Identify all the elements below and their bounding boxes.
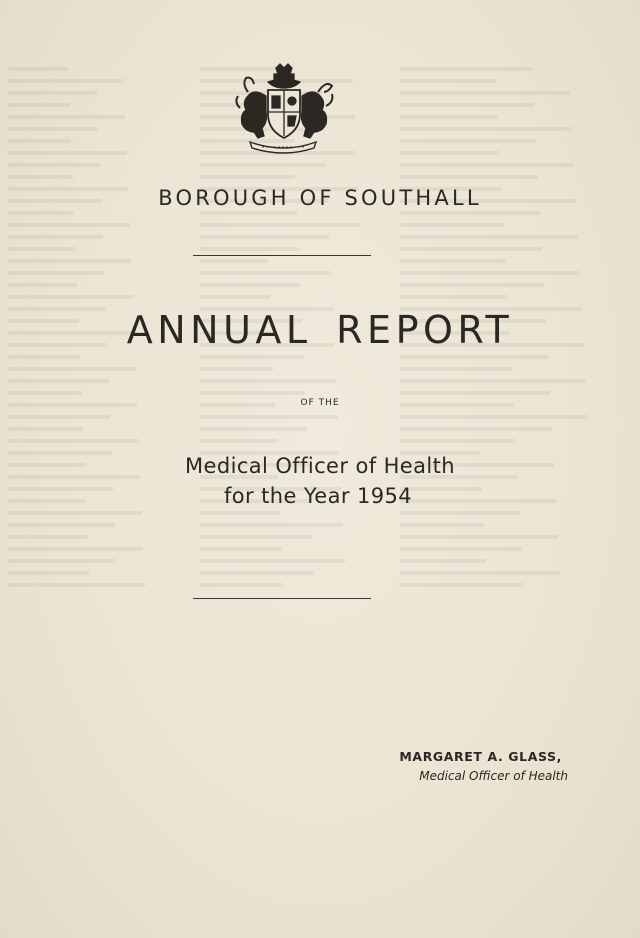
show-through-line (200, 571, 314, 575)
show-through-line (8, 535, 88, 539)
show-through-line (400, 355, 548, 359)
show-through-line (200, 175, 295, 179)
show-through-line (200, 583, 283, 587)
show-through-line (8, 91, 97, 95)
show-through-line (8, 427, 83, 431)
show-through-line (400, 535, 558, 539)
show-through-line (400, 295, 508, 299)
show-through-line (200, 535, 312, 539)
show-through-line (200, 271, 331, 275)
show-through-line (8, 283, 77, 287)
show-through-line (400, 547, 522, 551)
show-through-line (8, 67, 68, 71)
borough-name: BOROUGH OF SOUTHALL (158, 186, 482, 210)
show-through-line (8, 415, 110, 419)
show-through-line (400, 379, 586, 383)
show-through-line (8, 211, 74, 215)
subtitle-line-2: for the Year 1954 (223, 484, 413, 508)
show-through-line (400, 139, 536, 143)
show-through-line (8, 367, 136, 371)
show-through-line (400, 259, 506, 263)
report-title: ANNUAL REPORT (126, 308, 514, 352)
subtitle-line-1: Medical Officer of Health (185, 454, 455, 478)
show-through-line (200, 247, 299, 251)
show-through-line (200, 439, 277, 443)
show-through-line (400, 175, 538, 179)
show-through-line (400, 571, 560, 575)
show-through-line (8, 379, 109, 383)
show-through-line (200, 379, 336, 383)
show-through-line (8, 175, 73, 179)
show-through-line (8, 127, 98, 131)
show-through-line (8, 223, 130, 227)
show-through-line (8, 583, 145, 587)
show-through-line (8, 571, 89, 575)
show-through-line (400, 439, 516, 443)
show-through-line (8, 163, 100, 167)
show-through-line (200, 235, 329, 239)
show-through-line (400, 91, 570, 95)
show-through-line (200, 283, 300, 287)
show-through-line (400, 511, 520, 515)
show-through-line (200, 259, 268, 263)
show-through-line (200, 391, 305, 395)
show-through-line (200, 355, 304, 359)
show-through-line (8, 523, 115, 527)
show-through-line (8, 235, 103, 239)
show-through-line (200, 511, 280, 515)
show-through-line (400, 283, 544, 287)
show-through-line (8, 511, 142, 515)
show-through-line (8, 391, 82, 395)
show-through-line (8, 103, 70, 107)
title-connector: OF THE (300, 398, 340, 408)
borough-coat-of-arms-icon (228, 62, 338, 154)
show-through-line (8, 139, 71, 143)
show-through-line (8, 355, 80, 359)
show-through-line (400, 391, 550, 395)
show-through-line (8, 259, 131, 263)
show-through-line (200, 211, 297, 215)
show-through-line (400, 427, 552, 431)
show-through-line (400, 67, 532, 71)
show-through-line (8, 247, 76, 251)
divider (193, 255, 371, 256)
show-through-line (400, 247, 542, 251)
show-through-line (400, 235, 578, 239)
show-through-line (200, 427, 307, 431)
show-through-line (8, 295, 133, 299)
show-through-line (400, 79, 496, 83)
show-through-line (400, 415, 588, 419)
show-through-line (200, 547, 282, 551)
show-through-line (8, 79, 124, 83)
show-through-line (400, 559, 486, 563)
signatory-role: Medical Officer of Health (419, 769, 568, 783)
show-through-line (200, 295, 270, 299)
show-through-line (200, 415, 338, 419)
show-through-line (8, 547, 143, 551)
show-through-line (400, 103, 534, 107)
show-through-line (200, 559, 345, 563)
show-through-line (200, 367, 273, 371)
show-through-line (200, 163, 326, 167)
show-through-line (400, 163, 574, 167)
show-through-line (400, 523, 484, 527)
show-through-line (400, 367, 512, 371)
show-through-line (400, 271, 580, 275)
show-through-line (400, 211, 540, 215)
show-through-line (8, 559, 116, 563)
show-through-line (400, 151, 500, 155)
show-through-line (200, 523, 343, 527)
show-through-line (8, 151, 127, 155)
show-through-line (200, 223, 360, 227)
show-through-line (400, 583, 524, 587)
show-through-line (400, 127, 572, 131)
show-through-line (400, 115, 498, 119)
show-through-line (8, 439, 139, 443)
signatory-name: MARGARET A. GLASS, (399, 749, 562, 764)
show-through-line (400, 223, 504, 227)
show-through-line (8, 115, 125, 119)
show-through-line (8, 271, 104, 275)
divider (193, 598, 371, 599)
